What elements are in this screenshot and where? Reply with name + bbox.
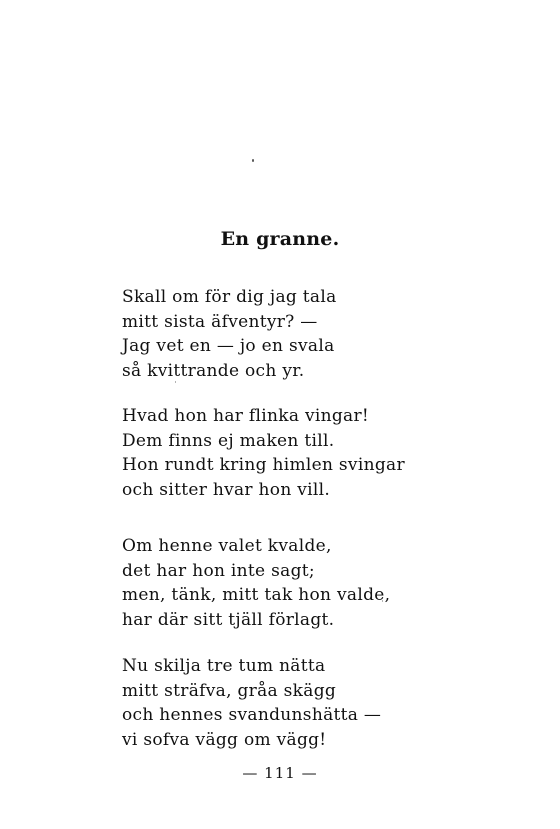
poem-line: men, tänk, mitt tak hon valde, (122, 585, 391, 605)
poem-line: och hennes svandunshätta — (122, 705, 382, 725)
print-speck (252, 159, 254, 162)
poem-line: Skall om för dig jag tala (122, 287, 337, 307)
poem-line: det har hon inte sagt; (122, 560, 315, 581)
poem-line: Jag vet en — jo en svala (122, 336, 335, 356)
page-number: — 111 — (242, 764, 318, 782)
poem-line: mitt sista äfventyr? — (122, 311, 318, 332)
poem-line: har där sitt tjäll förlagt. (122, 609, 335, 630)
poem-line: och sitter hvar hon vill. (122, 479, 331, 500)
poem-line: Hon rundt kring himlen svingar (122, 455, 405, 475)
stanza-1 (122, 285, 522, 383)
poem-title: En granne. (220, 228, 340, 250)
poem-line: Dem finns ej maken till. (122, 430, 335, 451)
poem-line: så kvittrande och yr. (122, 360, 305, 381)
poem-line: Nu skilja tre tum nätta (122, 656, 326, 676)
stanza-2 (122, 404, 522, 502)
poem-line: vi sofva vägg om vägg! (122, 729, 327, 750)
stanza-4 (122, 654, 522, 752)
poem-line: mitt sträfva, gråa skägg (122, 680, 337, 701)
poem-line: Om henne valet kvalde, (122, 536, 332, 556)
stanza-3 (122, 534, 522, 632)
poem-line: Hvad hon har flinka vingar! (122, 406, 370, 426)
